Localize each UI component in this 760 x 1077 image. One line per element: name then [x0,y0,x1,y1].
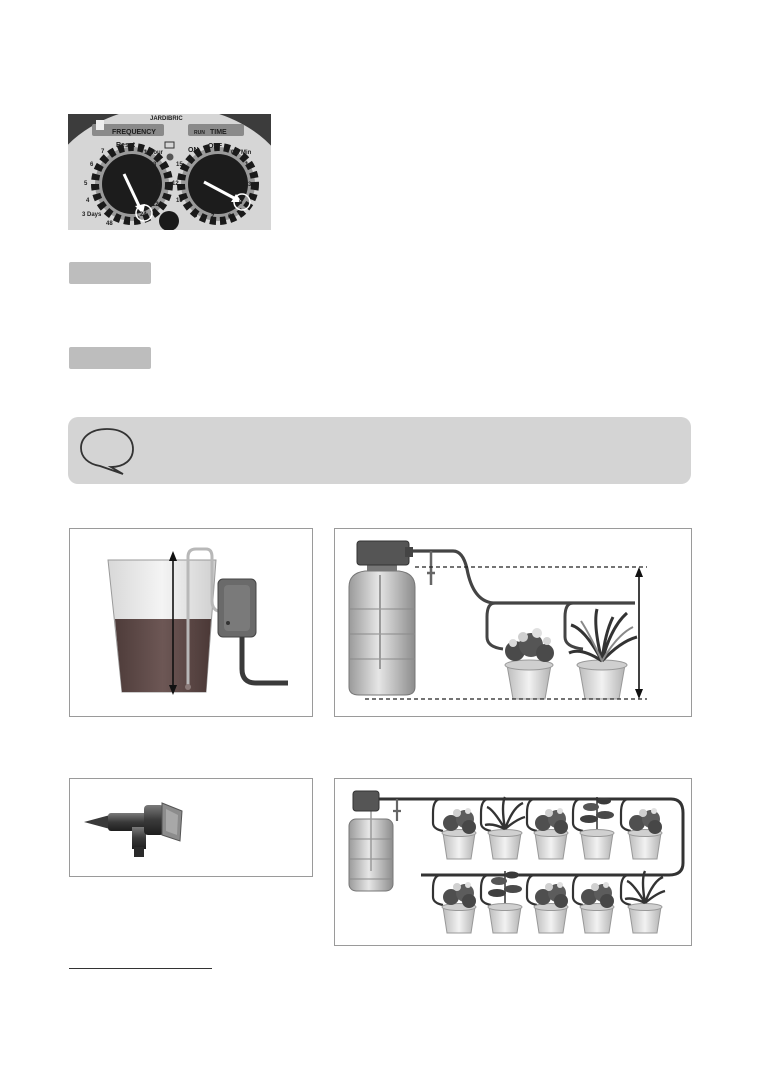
network-pump [353,791,379,811]
freq-label-48: 48 [106,221,113,227]
middle-label-12: 12 [172,181,179,187]
main-tube [413,551,635,603]
network-plant-top-1 [442,808,476,859]
network-water-bottle [349,809,393,891]
network-plant-top-3 [534,808,568,859]
run-label-1: 1 [245,162,249,168]
freq-label-3: 3 [153,162,157,168]
freq-label-6b: 6 [90,162,94,168]
run-label-3: 3 [248,182,252,188]
water-bottle [349,557,415,695]
freq-label-12: 12 [152,202,159,208]
run-label-off: OFF [208,143,222,150]
freq-label-5: 5 [84,181,88,187]
network-plant-bottom-5 [625,871,665,933]
container-height-illustration [69,528,313,717]
middle-label-10: 10 [176,198,183,204]
plant-begonia [505,628,554,699]
middle-label-15: 15 [176,162,183,168]
step-label-bar-2 [69,347,151,369]
freq-label-1-hour: 1 Hour [144,150,164,156]
network-valve [393,799,401,821]
bottle-plants-height-drawing [335,529,691,716]
water-fill [115,619,211,692]
frequency-label: FREQUENCY [112,129,156,136]
run-label-5: 5 [239,200,243,206]
run-label-0-5-min: 0.5 Min [231,150,252,156]
freq-label-4: 4 [86,198,90,204]
height-difference-illustration [334,528,692,717]
timer-dial-illustration [68,114,271,230]
network-plant-bottom-1 [442,882,476,933]
outlet-hose [242,637,288,683]
tube-end [185,684,191,690]
network-plant-bottom-4 [580,882,614,933]
freq-label-6: 6 [158,182,162,188]
indicator-dot [167,154,174,161]
pump-on-bottle [357,541,409,565]
drip-valve-illustration [69,778,313,877]
tube-valve [427,551,435,585]
run-label-on: ON [188,147,199,154]
drip-valve-drawing [70,779,312,876]
step-label-bar-1 [69,262,151,284]
network-plant-top-4 [580,797,614,859]
footnote-rule [69,968,212,969]
run-time-label: TIME [210,129,227,136]
network-plant-top-2 [485,797,525,859]
height-difference-arrow [635,567,643,699]
network-plant-bottom-2 [488,871,522,933]
run-label-6: 6 [228,214,232,220]
run-time-prefix: RUN [194,130,205,136]
container-pump-drawing [70,529,312,716]
freq-label-24: 24 [140,212,147,218]
run-time-dial [181,147,255,221]
freq-label-3-days: 3 Days [82,212,102,218]
note-box [68,417,691,484]
run-label-8: 8 [194,213,198,219]
run-label-7: 7 [211,214,215,220]
network-plant-top-5 [628,808,662,859]
plant-spider [569,609,637,699]
freq-label-7: 7 [101,149,105,155]
network-plant-bottom-3 [534,882,568,933]
plant-network-drawing [335,779,691,945]
freq-label-reset: Reset [116,142,136,149]
speech-bubble-icon [78,426,136,476]
brand-text: JARDIBRIC [150,116,183,122]
drip-network-illustration [334,778,692,946]
timer-dial-photo [68,114,271,230]
